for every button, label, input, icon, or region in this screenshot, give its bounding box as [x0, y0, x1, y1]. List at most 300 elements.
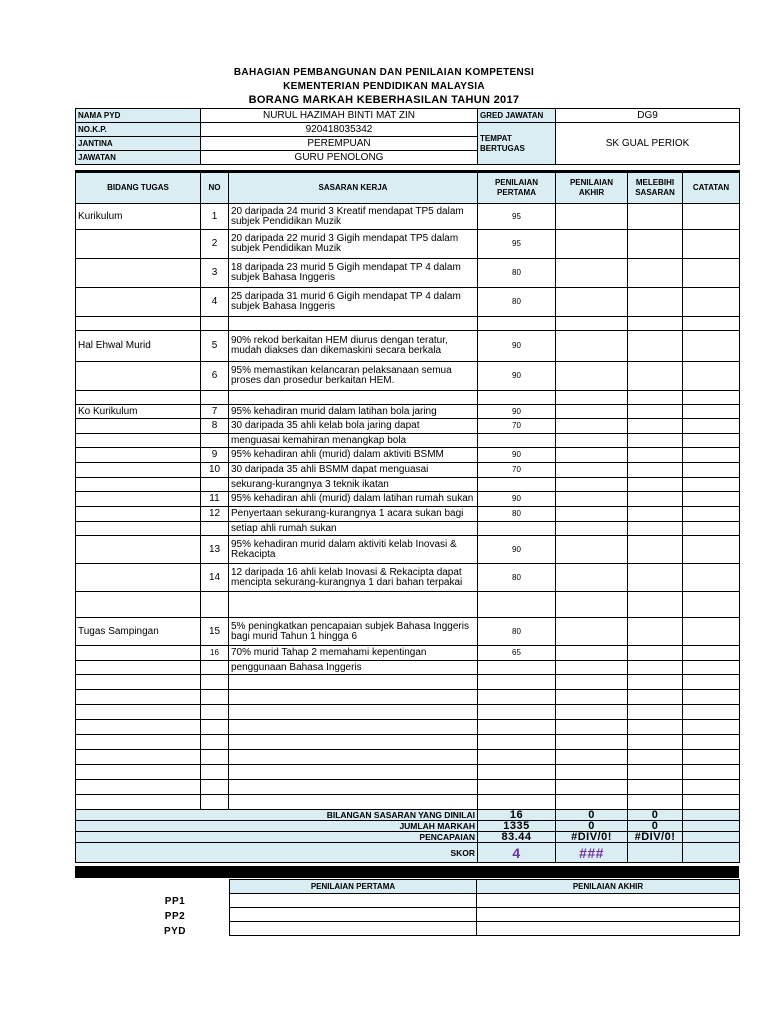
catatan-cell[interactable] — [683, 492, 740, 507]
melebihi-cell[interactable] — [628, 448, 683, 463]
nokp-label: NO.K.P. — [76, 123, 201, 137]
table-row — [76, 230, 740, 259]
bidang-tugas-cell — [76, 463, 201, 478]
empty-cell[interactable] — [556, 675, 628, 690]
table-header-row — [76, 172, 740, 204]
empty-cell[interactable] — [76, 720, 201, 735]
score-akhir-cell[interactable] — [556, 362, 628, 391]
catatan-cell[interactable] — [683, 434, 740, 448]
catatan-cell[interactable] — [683, 478, 740, 492]
empty-cell[interactable] — [556, 391, 628, 405]
empty-cell[interactable] — [556, 317, 628, 331]
target-number-cell: 6 — [201, 362, 229, 391]
summary-empty-cell — [683, 821, 740, 832]
empty-cell[interactable] — [683, 592, 740, 618]
summary-pencapaian-row — [76, 832, 740, 843]
empty-cell[interactable] — [229, 592, 478, 618]
target-number-cell: 8 — [201, 419, 229, 434]
table-row — [76, 288, 740, 317]
target-number-cell: 14 — [201, 564, 229, 592]
summary-empty-cell — [683, 843, 740, 863]
target-description-cell: 18 daripada 23 murid 5 Gigih mendapat TP 4 dalam subjek Bahasa Inggeris — [229, 259, 478, 288]
score-akhir-cell[interactable] — [556, 448, 628, 463]
table-row — [76, 795, 740, 810]
target-description-cell: 20 daripada 22 murid 3 Gigih mendapat TP5 dalam subjek Pendidikan Muzik — [229, 230, 478, 259]
empty-cell[interactable] — [478, 795, 556, 810]
bidang-tugas-cell: Kurikulum — [76, 204, 201, 230]
bidang-tugas-cell — [76, 288, 201, 317]
catatan-cell[interactable] — [683, 507, 740, 522]
score-akhir-cell[interactable] — [556, 288, 628, 317]
target-number-cell[interactable] — [201, 522, 229, 536]
score-akhir-cell[interactable] — [556, 646, 628, 661]
table-row — [76, 735, 740, 750]
empty-cell[interactable] — [478, 317, 556, 331]
empty-cell[interactable] — [76, 690, 201, 705]
pp1-label: PP1 — [164, 896, 186, 907]
empty-cell[interactable] — [556, 780, 628, 795]
empty-cell[interactable] — [229, 765, 478, 780]
catatan-cell[interactable] — [683, 618, 740, 646]
catatan-cell[interactable] — [683, 646, 740, 661]
catatan-cell[interactable] — [683, 362, 740, 391]
empty-cell[interactable] — [628, 592, 683, 618]
col-sasaran: SASARAN KERJA — [229, 172, 478, 204]
empty-cell[interactable] — [628, 720, 683, 735]
empty-cell[interactable] — [76, 795, 201, 810]
empty-cell[interactable] — [683, 317, 740, 331]
target-number-cell: 3 — [201, 259, 229, 288]
empty-cell[interactable] — [229, 780, 478, 795]
table-row — [76, 362, 740, 391]
empty-cell[interactable] — [201, 750, 229, 765]
table-row — [76, 592, 740, 618]
score-akhir-cell[interactable] — [556, 463, 628, 478]
target-description-cell: 95% kehadiran ahli (murid) dalam latihan rumah sukan — [229, 492, 478, 507]
score-akhir-cell[interactable] — [556, 331, 628, 362]
catatan-cell[interactable] — [683, 331, 740, 362]
melebihi-cell[interactable] — [628, 259, 683, 288]
skor-akhir: ### — [556, 843, 628, 863]
col-melebihi: MELEBIHI SASARAN — [628, 172, 683, 204]
targets-body — [76, 204, 740, 810]
target-description-cont-cell: sekurang-kurangnya 3 teknik ikatan — [229, 478, 478, 492]
jawatan-label: JAWATAN — [76, 151, 201, 165]
target-number-cell: 11 — [201, 492, 229, 507]
bidang-tugas-cell[interactable] — [76, 661, 201, 675]
catatan-cell[interactable] — [683, 661, 740, 675]
empty-cell[interactable] — [683, 750, 740, 765]
score-akhir-cell[interactable] — [556, 618, 628, 646]
jantina-value: PEREMPUAN — [201, 137, 478, 151]
bilangan-pertama: 16 — [478, 810, 556, 821]
score-akhir-cell[interactable] — [556, 259, 628, 288]
empty-cell[interactable] — [478, 720, 556, 735]
melebihi-cell[interactable] — [628, 536, 683, 564]
empty-cell[interactable] — [556, 750, 628, 765]
col-catatan: CATATAN — [683, 172, 740, 204]
target-number-cell: 1 — [201, 204, 229, 230]
target-description-cell: 30 daripada 35 ahli kelab bola jaring dapat — [229, 419, 478, 434]
skor-label: SKOR — [76, 843, 478, 863]
empty-cell[interactable] — [201, 765, 229, 780]
target-description-cell: 95% kehadiran murid dalam aktiviti kelab Inovasi & Rekacipta — [229, 536, 478, 564]
catatan-cell[interactable] — [683, 419, 740, 434]
empty-cell[interactable] — [628, 391, 683, 405]
catatan-cell[interactable] — [683, 259, 740, 288]
empty-cell[interactable] — [628, 780, 683, 795]
score-pertama-cell: 90 — [478, 536, 556, 564]
score-pertama-cell: 80 — [478, 564, 556, 592]
gred-value: DG9 — [556, 109, 740, 123]
target-description-cont-cell: penggunaan Bahasa Inggeris — [229, 661, 478, 675]
form-department-title: BAHAGIAN PEMBANGUNAN DAN PENILAIAN KOMPETENSI — [233, 67, 535, 78]
pencapaian-label: PENCAPAIAN — [76, 832, 478, 843]
score-akhir-cell[interactable] — [556, 230, 628, 259]
score-akhir-cell[interactable] — [556, 536, 628, 564]
table-row — [76, 675, 740, 690]
melebihi-cell[interactable] — [628, 463, 683, 478]
table-row — [76, 705, 740, 720]
empty-cell[interactable] — [76, 705, 201, 720]
score-akhir-cell[interactable] — [556, 522, 628, 536]
jumlah-melebihi: 0 — [628, 821, 683, 832]
target-description-cell: 70% murid Tahap 2 memahami kepentingan — [229, 646, 478, 661]
pp2-label: PP2 — [164, 911, 186, 922]
summary-jumlah-row — [76, 821, 740, 832]
empty-cell[interactable] — [683, 795, 740, 810]
table-row — [76, 331, 740, 362]
empty-cell[interactable] — [229, 317, 478, 331]
score-pertama-cell: 80 — [478, 259, 556, 288]
empty-cell[interactable] — [201, 592, 229, 618]
empty-cell[interactable] — [201, 795, 229, 810]
empty-cell[interactable] — [628, 705, 683, 720]
bidang-tugas-cell[interactable] — [76, 522, 201, 536]
catatan-cell[interactable] — [683, 522, 740, 536]
table-row — [76, 536, 740, 564]
bidang-tugas-cell — [76, 448, 201, 463]
empty-cell[interactable] — [478, 735, 556, 750]
empty-cell[interactable] — [556, 720, 628, 735]
bilangan-label: BILANGAN SASARAN YANG DINILAI — [76, 810, 478, 821]
empty-cell[interactable] — [556, 705, 628, 720]
score-pertama-cell[interactable] — [478, 434, 556, 448]
table-row — [76, 507, 740, 522]
target-description-cell: 90% rekod berkaitan HEM diurus dengan teratur, mudah diakses dan dikemaskini secara berkala — [229, 331, 478, 362]
table-row — [76, 259, 740, 288]
score-pertama-cell: 80 — [478, 618, 556, 646]
target-number-cell: 4 — [201, 288, 229, 317]
bidang-tugas-cell — [76, 646, 201, 661]
melebihi-cell[interactable] — [628, 507, 683, 522]
score-pertama-cell[interactable] — [478, 661, 556, 675]
empty-cell[interactable] — [683, 765, 740, 780]
melebihi-cell[interactable] — [628, 288, 683, 317]
empty-cell[interactable] — [478, 391, 556, 405]
form-ministry-title: KEMENTERIAN PENDIDIKAN MALAYSIA — [283, 81, 485, 92]
catatan-cell[interactable] — [683, 448, 740, 463]
melebihi-cell[interactable] — [628, 522, 683, 536]
melebihi-cell[interactable] — [628, 434, 683, 448]
table-row — [76, 564, 740, 592]
signoff-pertama-header: PENILAIAN PERTAMA — [230, 880, 477, 894]
table-row — [76, 204, 740, 230]
staff-info-table — [75, 108, 740, 165]
catatan-cell[interactable] — [683, 405, 740, 419]
catatan-cell[interactable] — [683, 230, 740, 259]
jumlah-pertama: 1335 — [478, 821, 556, 832]
bidang-tugas-cell — [76, 259, 201, 288]
bidang-tugas-cell[interactable] — [76, 434, 201, 448]
target-number-cell: 12 — [201, 507, 229, 522]
target-description-cell: 95% kehadiran murid dalam latihan bola jaring — [229, 405, 478, 419]
empty-cell[interactable] — [201, 735, 229, 750]
empty-cell[interactable] — [229, 705, 478, 720]
empty-cell[interactable] — [201, 705, 229, 720]
target-description-cell: 12 daripada 16 ahli kelab Inovasi & Rekacipta dapat mencipta sekurang-kurangnya 1 dari bahan terpakai — [229, 564, 478, 592]
empty-cell[interactable] — [478, 705, 556, 720]
empty-cell[interactable] — [76, 780, 201, 795]
score-akhir-cell[interactable] — [556, 478, 628, 492]
empty-cell[interactable] — [76, 675, 201, 690]
summary-empty-cell — [628, 843, 683, 863]
empty-cell[interactable] — [556, 765, 628, 780]
summary-bilangan-row — [76, 810, 740, 821]
empty-cell[interactable] — [628, 690, 683, 705]
score-pertama-cell: 70 — [478, 463, 556, 478]
empty-cell[interactable] — [201, 391, 229, 405]
melebihi-cell[interactable] — [628, 419, 683, 434]
empty-cell[interactable] — [628, 317, 683, 331]
target-number-cell[interactable] — [201, 661, 229, 675]
table-row — [76, 448, 740, 463]
empty-cell[interactable] — [628, 765, 683, 780]
empty-cell[interactable] — [478, 750, 556, 765]
pp2-akhir-cell[interactable] — [477, 908, 740, 922]
target-description-cell: 5% peningkatkan pencapaian subjek Bahasa Inggeris bagi murid Tahun 1 hingga 6 — [229, 618, 478, 646]
catatan-cell[interactable] — [683, 204, 740, 230]
target-description-cell: Penyertaan sekurang-kurangnya 1 acara sukan bagi — [229, 507, 478, 522]
empty-cell[interactable] — [683, 705, 740, 720]
empty-cell[interactable] — [201, 675, 229, 690]
nama-value: NURUL HAZIMAH BINTI MAT ZIN — [201, 109, 478, 123]
target-description-cell: 95% kehadiran ahli (murid) dalam aktiviti BSMM — [229, 448, 478, 463]
target-number-cell[interactable] — [201, 478, 229, 492]
tempat-value: SK GUAL PERIOK — [556, 123, 740, 165]
empty-cell[interactable] — [478, 765, 556, 780]
score-akhir-cell[interactable] — [556, 661, 628, 675]
melebihi-cell[interactable] — [628, 331, 683, 362]
target-number-cell: 5 — [201, 331, 229, 362]
table-row — [76, 780, 740, 795]
empty-cell[interactable] — [229, 675, 478, 690]
empty-cell[interactable] — [76, 592, 201, 618]
table-row — [76, 405, 740, 419]
empty-cell[interactable] — [628, 675, 683, 690]
catatan-cell[interactable] — [683, 564, 740, 592]
empty-cell[interactable] — [201, 690, 229, 705]
target-number-cell: 13 — [201, 536, 229, 564]
empty-cell[interactable] — [683, 720, 740, 735]
score-akhir-cell[interactable] — [556, 204, 628, 230]
target-number-cell[interactable] — [201, 434, 229, 448]
jawatan-value: GURU PENOLONG — [201, 151, 478, 165]
pyd-label: PYD — [163, 926, 187, 937]
section-divider-bar — [75, 866, 739, 878]
bilangan-akhir: 0 — [556, 810, 628, 821]
empty-cell[interactable] — [478, 592, 556, 618]
score-akhir-cell[interactable] — [556, 405, 628, 419]
target-number-cell: 2 — [201, 230, 229, 259]
bidang-tugas-cell — [76, 230, 201, 259]
empty-cell[interactable] — [478, 690, 556, 705]
pyd-akhir-cell[interactable] — [477, 922, 740, 936]
target-number-cell: 7 — [201, 405, 229, 419]
catatan-cell[interactable] — [683, 288, 740, 317]
score-akhir-cell[interactable] — [556, 564, 628, 592]
score-pertama-cell: 95 — [478, 204, 556, 230]
empty-cell[interactable] — [478, 780, 556, 795]
bidang-tugas-cell[interactable] — [76, 478, 201, 492]
table-row — [76, 661, 740, 675]
empty-cell[interactable] — [683, 735, 740, 750]
empty-cell[interactable] — [683, 391, 740, 405]
empty-cell[interactable] — [76, 750, 201, 765]
table-row — [76, 317, 740, 331]
score-pertama-cell: 70 — [478, 419, 556, 434]
table-row — [76, 618, 740, 646]
target-description-cell: 20 daripada 24 murid 3 Kreatif mendapat TP5 dalam subjek Pendidikan Muzik — [229, 204, 478, 230]
empty-cell[interactable] — [76, 765, 201, 780]
pencapaian-akhir: #DIV/0! — [556, 832, 628, 843]
score-pertama-cell: 90 — [478, 331, 556, 362]
empty-cell[interactable] — [478, 675, 556, 690]
col-bidang: BIDANG TUGAS — [76, 172, 201, 204]
bidang-tugas-cell — [76, 419, 201, 434]
bidang-tugas-cell: Hal Ehwal Murid — [76, 331, 201, 362]
target-number-cell: 9 — [201, 448, 229, 463]
melebihi-cell[interactable] — [628, 204, 683, 230]
empty-cell[interactable] — [628, 750, 683, 765]
score-pertama-cell: 80 — [478, 507, 556, 522]
bidang-tugas-cell — [76, 492, 201, 507]
empty-cell[interactable] — [201, 720, 229, 735]
table-row — [76, 492, 740, 507]
empty-cell[interactable] — [628, 795, 683, 810]
jantina-label: JANTINA — [76, 137, 201, 151]
target-number-cell: 16 — [201, 646, 229, 661]
score-pertama-cell: 90 — [478, 405, 556, 419]
bidang-tugas-cell — [76, 362, 201, 391]
signoff-akhir-header: PENILAIAN AKHIR — [477, 880, 740, 894]
empty-cell[interactable] — [229, 720, 478, 735]
jumlah-label: JUMLAH MARKAH — [76, 821, 478, 832]
summary-empty-cell — [683, 810, 740, 821]
empty-cell[interactable] — [683, 690, 740, 705]
empty-cell[interactable] — [683, 675, 740, 690]
target-number-cell: 15 — [201, 618, 229, 646]
table-row — [76, 750, 740, 765]
empty-cell[interactable] — [556, 795, 628, 810]
score-akhir-cell[interactable] — [556, 507, 628, 522]
empty-cell[interactable] — [201, 780, 229, 795]
bidang-tugas-cell — [76, 564, 201, 592]
score-akhir-cell[interactable] — [556, 419, 628, 434]
melebihi-cell[interactable] — [628, 478, 683, 492]
bidang-tugas-cell — [76, 507, 201, 522]
summary-skor-row — [76, 843, 740, 863]
bidang-tugas-cell: Tugas Sampingan — [76, 618, 201, 646]
score-pertama-cell[interactable] — [478, 522, 556, 536]
melebihi-cell[interactable] — [628, 646, 683, 661]
table-row — [76, 478, 740, 492]
catatan-cell[interactable] — [683, 536, 740, 564]
table-row — [76, 391, 740, 405]
target-description-cell: 30 daripada 35 ahli BSMM dapat menguasai — [229, 463, 478, 478]
empty-cell[interactable] — [229, 795, 478, 810]
target-description-cell: 95% memastikan kelancaran pelaksanaan semua proses dan prosedur berkaitan HEM. — [229, 362, 478, 391]
melebihi-cell[interactable] — [628, 661, 683, 675]
signoff-table — [229, 879, 740, 936]
empty-cell[interactable] — [556, 690, 628, 705]
catatan-cell[interactable] — [683, 463, 740, 478]
col-no: NO — [201, 172, 229, 204]
melebihi-cell[interactable] — [628, 405, 683, 419]
empty-cell[interactable] — [201, 317, 229, 331]
melebihi-cell[interactable] — [628, 362, 683, 391]
melebihi-cell[interactable] — [628, 492, 683, 507]
bilangan-melebihi: 0 — [628, 810, 683, 821]
pyd-pertama-cell[interactable] — [230, 922, 477, 936]
empty-cell[interactable] — [76, 317, 201, 331]
pencapaian-melebihi: #DIV/0! — [628, 832, 683, 843]
table-row — [76, 434, 740, 448]
col-pertama: PENILAIAN PERTAMA — [478, 172, 556, 204]
empty-cell[interactable] — [229, 690, 478, 705]
melebihi-cell[interactable] — [628, 564, 683, 592]
empty-cell[interactable] — [683, 780, 740, 795]
pp1-akhir-cell[interactable] — [477, 894, 740, 908]
table-row — [76, 419, 740, 434]
nama-label: NAMA PYD — [76, 109, 201, 123]
target-description-cell: 25 daripada 31 murid 6 Gigih mendapat TP 4 dalam subjek Bahasa Inggeris — [229, 288, 478, 317]
empty-cell[interactable] — [76, 735, 201, 750]
empty-cell[interactable] — [76, 391, 201, 405]
empty-cell[interactable] — [229, 750, 478, 765]
empty-cell[interactable] — [556, 592, 628, 618]
score-akhir-cell[interactable] — [556, 434, 628, 448]
score-pertama-cell[interactable] — [478, 478, 556, 492]
empty-cell[interactable] — [556, 735, 628, 750]
score-pertama-cell: 95 — [478, 230, 556, 259]
table-row — [76, 690, 740, 705]
melebihi-cell[interactable] — [628, 230, 683, 259]
table-row — [76, 463, 740, 478]
empty-cell[interactable] — [628, 735, 683, 750]
skor-pertama: 4 — [478, 843, 556, 863]
table-row — [76, 646, 740, 661]
empty-cell[interactable] — [229, 391, 478, 405]
melebihi-cell[interactable] — [628, 618, 683, 646]
targets-table — [75, 170, 740, 863]
target-description-cont-cell: menguasai kemahiran menangkap bola — [229, 434, 478, 448]
score-akhir-cell[interactable] — [556, 492, 628, 507]
pp1-pertama-cell[interactable] — [230, 894, 477, 908]
summary-empty-cell — [683, 832, 740, 843]
empty-cell[interactable] — [229, 735, 478, 750]
pp2-pertama-cell[interactable] — [230, 908, 477, 922]
